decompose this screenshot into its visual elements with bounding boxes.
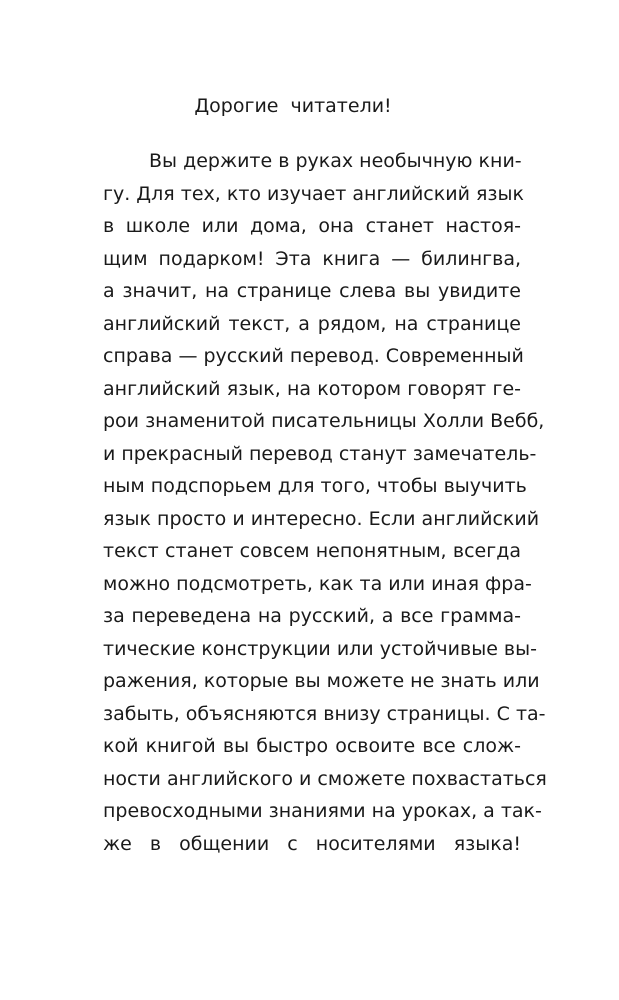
text-line: превосходными знаниями на уроках, а так- — [103, 800, 542, 822]
text-line: забыть, объясняются внизу страницы. С та- — [103, 702, 546, 725]
text-line: ности английского и сможете похвастаться — [103, 767, 547, 790]
text-line: же в общении с носителями языка! — [103, 832, 521, 855]
text-line: ражения, которые вы можете не знать или — [103, 670, 540, 692]
text-line: можно подсмотреть, как та или иная фра- — [103, 572, 532, 595]
text-line: английский язык, на котором говорят ге- — [103, 377, 521, 400]
text-line: в школе или дома, она станет настоя- — [103, 215, 521, 237]
text-line: ным подспорьем для того, чтобы выучить — [103, 475, 527, 497]
text-line: тические конструкции или устойчивые вы- — [103, 637, 537, 660]
text-line: а значит, на странице слева вы увидите — [103, 280, 521, 302]
text-line: Вы держите в руках необычную кни- — [149, 150, 522, 172]
text-line: английский текст, а рядом, на странице — [103, 312, 521, 335]
text-line: рои знаменитой писательницы Холли Вебб, — [103, 410, 545, 432]
page-title: Дорогие читатели! — [194, 95, 392, 117]
text-line: язык просто и интересно. Если английский — [103, 507, 540, 530]
text-line: гу. Для тех, кто изучает английский язык — [103, 182, 524, 205]
text-line: текст станет совсем непонятным, всегда — [103, 540, 521, 562]
text-line: щим подарком! Эта книга — билингва, — [103, 247, 521, 270]
body-paragraph — [103, 145, 547, 860]
text-line: и прекрасный перевод станут замечатель- — [103, 442, 537, 465]
text-line: справа — русский перевод. Современный — [103, 345, 524, 367]
text-line: за переведена на русский, а все грамма- — [103, 605, 521, 627]
text-line: кой книгой вы быстро освоите все слож- — [103, 735, 521, 757]
